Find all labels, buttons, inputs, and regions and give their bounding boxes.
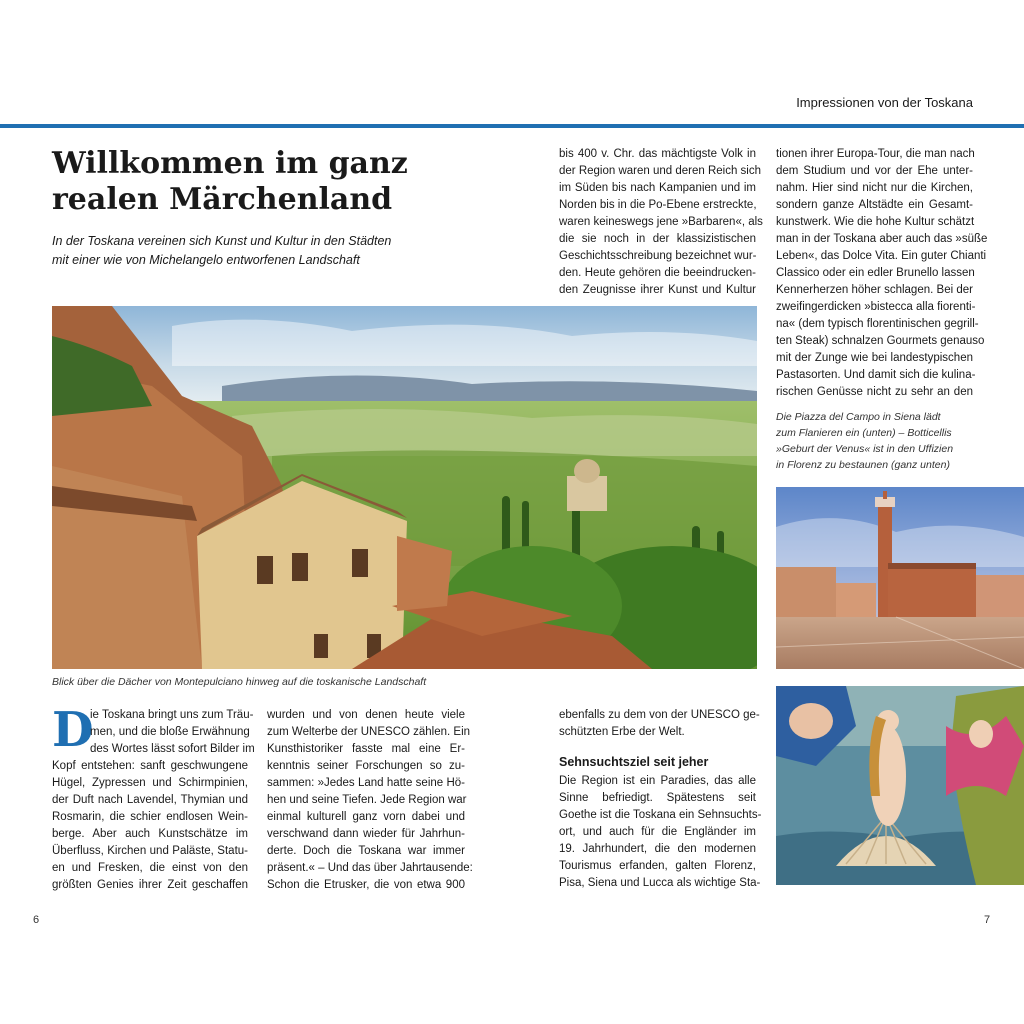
text-column-4-top (776, 146, 988, 401)
section-title: Impressionen von der Toskana (796, 95, 973, 110)
text-line: en und Fresken, die einst von den (52, 862, 248, 874)
text-line: Rosmarin, die schier endlosen Wein- (52, 811, 248, 823)
text-line: sondern ganze Altstädte ein Gesamt- (776, 199, 973, 211)
text-line: den. Heute gehören die beeindrucken- (559, 267, 756, 279)
text-line: derte. Doch die Toskana war immer (267, 845, 465, 857)
subline-line: mit einer wie von Michelangelo entworfenen Landschaft (52, 253, 360, 267)
text-line: präsent.« – Und das über Jahrtausende: (267, 862, 473, 874)
text-line: hen und seine Tiefen. Jede Region war (267, 794, 467, 806)
siena-piazza-photo (776, 487, 1024, 669)
text-line: Pastasorten. Und damit sich die kulina- (776, 369, 976, 381)
text-line: waren keineswegs jene »Barbaren«, als (559, 216, 763, 228)
text-line: ie Toskana bringt uns zum Träu- (90, 709, 254, 721)
text-line: kenntnis seiner Forschungen so zu- (267, 760, 465, 772)
text-column-2 (267, 707, 473, 894)
text-line: sammen: »Jedes Land hatte seine Hö- (267, 777, 465, 789)
text-line: ort, und auch für die Engländer im (559, 826, 756, 838)
drop-cap: D (52, 702, 94, 758)
text-line: Schon die Etrusker, die von etwa 900 (267, 879, 465, 891)
text-line: Goethe ist die Toskana ein Sehnsuchts- (559, 809, 762, 821)
text-line: na« (dem typisch florentinischen gegrill- (776, 318, 979, 330)
text-line: bis 400 v. Chr. das mächtigste Volk in (559, 148, 756, 160)
headline-line: realen Märchenland (52, 182, 393, 217)
birth-of-venus-photo (776, 686, 1024, 885)
text-line: Kunsthistoriker fasste mal eine Er- (267, 743, 465, 755)
text-line: nahm. Hier sind nicht nur die Kirchen, (776, 182, 973, 194)
text-line: ebenfalls zu dem von der UNESCO ge- (559, 709, 760, 721)
text-line: Kennerherzen höher schlagen. Bei der (776, 284, 973, 296)
caption-line: zum Flanieren ein (unten) – Botticellis (776, 427, 952, 439)
text-line: verschwand dann wieder für Jahrhun- (267, 828, 465, 840)
text-line: Kopf entstehen: sanft geschwungene (52, 760, 248, 772)
text-line: kunstwerk. Wie die hohe Kultur schätzt (776, 216, 975, 228)
text-column-1-intro (90, 707, 255, 758)
text-line: Die Region ist ein Paradies, das alle (559, 775, 756, 787)
text-line: der Duft nach Lavendel, Thymian und (52, 794, 248, 806)
text-line: wurden und von denen heute viele (267, 709, 465, 721)
text-line: tionen ihrer Europa-Tour, die man nach (776, 148, 975, 160)
text-line: größten Genies ihrer Zeit geschaffen (52, 879, 248, 891)
headline (52, 146, 512, 218)
text-line: einmal kulturell ganz vorn dabei und (267, 811, 465, 823)
text-line: des Wortes lässt sofort Bilder im (90, 743, 255, 755)
text-line: die sie noch in der klassizistischen (559, 233, 756, 245)
caption-line: in Florenz zu bestaunen (ganz unten) (776, 459, 950, 471)
header-rule (0, 124, 1024, 128)
text-line: 19. Jahrhundert, die den modernen (559, 843, 756, 855)
text-line: Geschichtsschreibung bezeichnet wur- (559, 250, 757, 262)
subheading: Sehnsuchtsziel seit jeher (559, 755, 709, 769)
subline-line: In der Toskana vereinen sich Kunst und Kultur in den Städten (52, 234, 392, 248)
caption-line: Die Piazza del Campo in Siena lädt (776, 411, 941, 423)
text-column-1 (52, 758, 248, 894)
text-line: Tourismus erfanden, galten Florenz, (559, 860, 756, 872)
photo-caption-right (776, 409, 976, 473)
text-line: im Süden bis nach Kampanien und im (559, 182, 756, 194)
montepulciano-photo (52, 306, 757, 669)
photo-caption-main: Blick über die Dächer von Montepulciano hinweg auf die toskanische Landschaft (52, 676, 427, 688)
text-line: Hügel, Zypressen und Schirmpinien, (52, 777, 248, 789)
text-line: berge. Aber auch Kunstschätze im (52, 828, 248, 840)
text-line: zum Welterbe der UNESCO zählen. Ein (267, 726, 471, 738)
text-line: mit der Zunge wie bei landestypischen (776, 352, 973, 364)
text-line: der Region waren und deren Reich sich (559, 165, 762, 177)
text-line: Norden bis in die Po-Ebene erstreckte, (559, 199, 757, 211)
text-line: Sinne befriedigt. Spätestens seit (559, 792, 756, 804)
text-line: men, und die bloße Erwähnung (90, 726, 250, 738)
text-line: zweifingerdicken »bistecca alla fiorenti- (776, 301, 976, 313)
headline-line: Willkommen im ganz (52, 146, 408, 181)
text-line: Leben«, das Dolce Vita. Ein guter Chianti (776, 250, 987, 262)
text-column-3-section (559, 773, 762, 892)
text-line: Classico oder ein edler Brunello lassen (776, 267, 975, 279)
subline (52, 232, 452, 270)
caption-line: »Geburt der Venus« ist in den Uffizien (776, 443, 954, 455)
text-line: ten Steak) schnalzen Gourmets genauso (776, 335, 985, 347)
text-line: man in der Toskana aber auch das »süße (776, 233, 988, 245)
text-line: schützten Erbe der Welt. (559, 726, 685, 738)
page-number-right: 7 (984, 914, 991, 926)
text-column-3-top (559, 146, 763, 299)
text-column-3-bottom (559, 707, 760, 741)
page-number-left: 6 (33, 914, 40, 926)
text-line: rischen Genüsse nicht zu sehr an den (776, 386, 973, 398)
text-line: Überfluss, Kirchen und Paläste, Statu- (52, 845, 248, 857)
text-line: Pisa, Siena und Lucca als wichtige Sta- (559, 877, 761, 889)
text-line: dem Studium und vor der Ehe unter- (776, 165, 973, 177)
text-line: den Zeugnisse ihrer Kunst und Kultur (559, 284, 756, 296)
